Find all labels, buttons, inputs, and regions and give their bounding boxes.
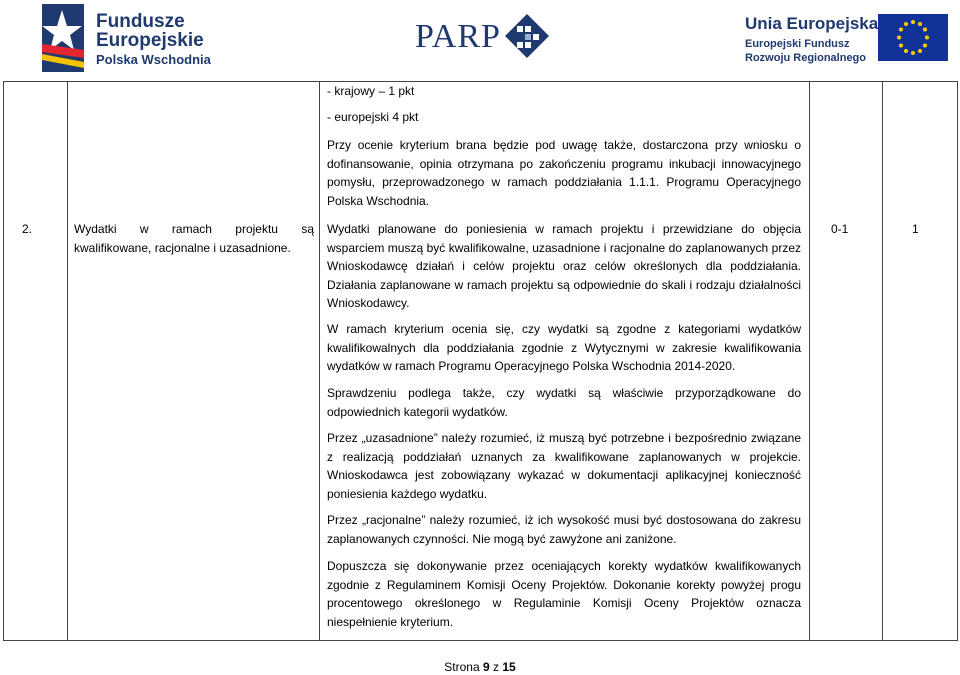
criterion-paragraph: Wydatki planowane do poniesienia w ramach projektu i przewidziane do objęcia wsparciem muszą być kwalifikowalne, uzasadnione i racjonalne do zaplanowanych przez Wnioskodawcę działań i celów projektu oraz celów określonych dla poddziałania. Działania zaplanowane w ramach projektu są odpowiednie do skali i rodzaju działalności Wnioskodawcy. (327, 222, 801, 310)
fe-title-line3: Polska Wschodnia (96, 52, 211, 67)
ue-subtitle-line2: Rozwoju Regionalnego (745, 52, 866, 64)
parp-logo (415, 12, 555, 62)
unia-europejska-logo (745, 10, 950, 66)
ue-title: Unia Europejska (745, 14, 879, 33)
ue-subtitle-line1: Europejski Fundusz (745, 38, 850, 50)
prev-row-description: Przy ocenie kryterium brana będzie pod uwagę także, dostarczona przy wniosku o dofinansowanie, opinia otrzymana po zakończeniu programu inkubacji innowacyjnego pomysłu, przeprowadzonego w ramach poddziałania 1.1.1. Programu Operacyjnego Polska Wschodnia. (327, 138, 801, 208)
prev-row-item-krajowy: - krajowy – 1 pkt (327, 84, 415, 98)
column-divider (67, 82, 68, 640)
eu-flag-icon (878, 14, 948, 61)
parp-wordmark: PARP (415, 18, 501, 55)
criterion-paragraph: Dopuszcza się dokonywanie przez oceniających korekty wydatków kwalifikowanych zgodnie z Regulaminem Komisji Oceny Projektów. Dokonanie korekty powyżej progu procentowego określonego w Regulaminie Komisji Oceny Projektów oznacza niespełnienie kryterium. (327, 559, 801, 629)
parp-diamond-icon (503, 12, 551, 60)
footer-prefix: Strona (444, 660, 483, 674)
column-divider (882, 82, 883, 640)
criterion-number: 2. (22, 222, 33, 236)
footer-separator: z (489, 660, 503, 674)
column-divider (319, 82, 320, 640)
criterion-points: 0-1 (831, 222, 849, 236)
criterion-paragraph: Sprawdzeniu podlega także, czy wydatki są właściwie przyporządkowane do odpowiednich kategorii wydatków. (327, 386, 801, 419)
page-footer (0, 660, 960, 674)
column-divider (809, 82, 810, 640)
footer-page-number: 9 (482, 660, 490, 674)
criterion-paragraph: Przez „racjonalne” należy rozumieć, iż ich wysokość musi być dostosowana do zakresu zaplanowanych czynności. Nie mogą być zawyżone ani zaniżone. (327, 513, 801, 546)
criterion-paragraph: W ramach kryterium ocenia się, czy wydatki są zgodne z kategoriami wydatków kwalifikowalnych dla poddziałania zgodnie z Wytycznymi w zakresie kwalifikowania wydatków w ramach Programu Operacyjnego Polska Wschodnia 2014-2020. (327, 322, 801, 373)
fe-title-line2: Europejskie (96, 30, 204, 51)
prev-row-item-europejski: - europejski 4 pkt (327, 110, 419, 124)
criterion-title: Wydatki w ramach projektu są kwalifikowane, racjonalne i uzasadnione. (74, 222, 314, 255)
criterion-weight: 1 (912, 222, 919, 236)
criterion-paragraph: Przez „uzasadnione” należy rozumieć, iż muszą być potrzebne i bezpośrednio związane z realizacją poddziałań uznanych za kwalifikowane zaplanowanych w projekcie. Wnioskodawca jest zobowiązany wykazać w dokumentacji aplikacyjnej konieczność poniesienia każdego wydatku. (327, 431, 801, 501)
footer-page-total: 15 (502, 660, 516, 674)
fundusze-europejskie-logo (42, 4, 212, 74)
fe-star-mark-icon (42, 4, 84, 72)
fe-title-line1: Fundusze (96, 11, 185, 32)
